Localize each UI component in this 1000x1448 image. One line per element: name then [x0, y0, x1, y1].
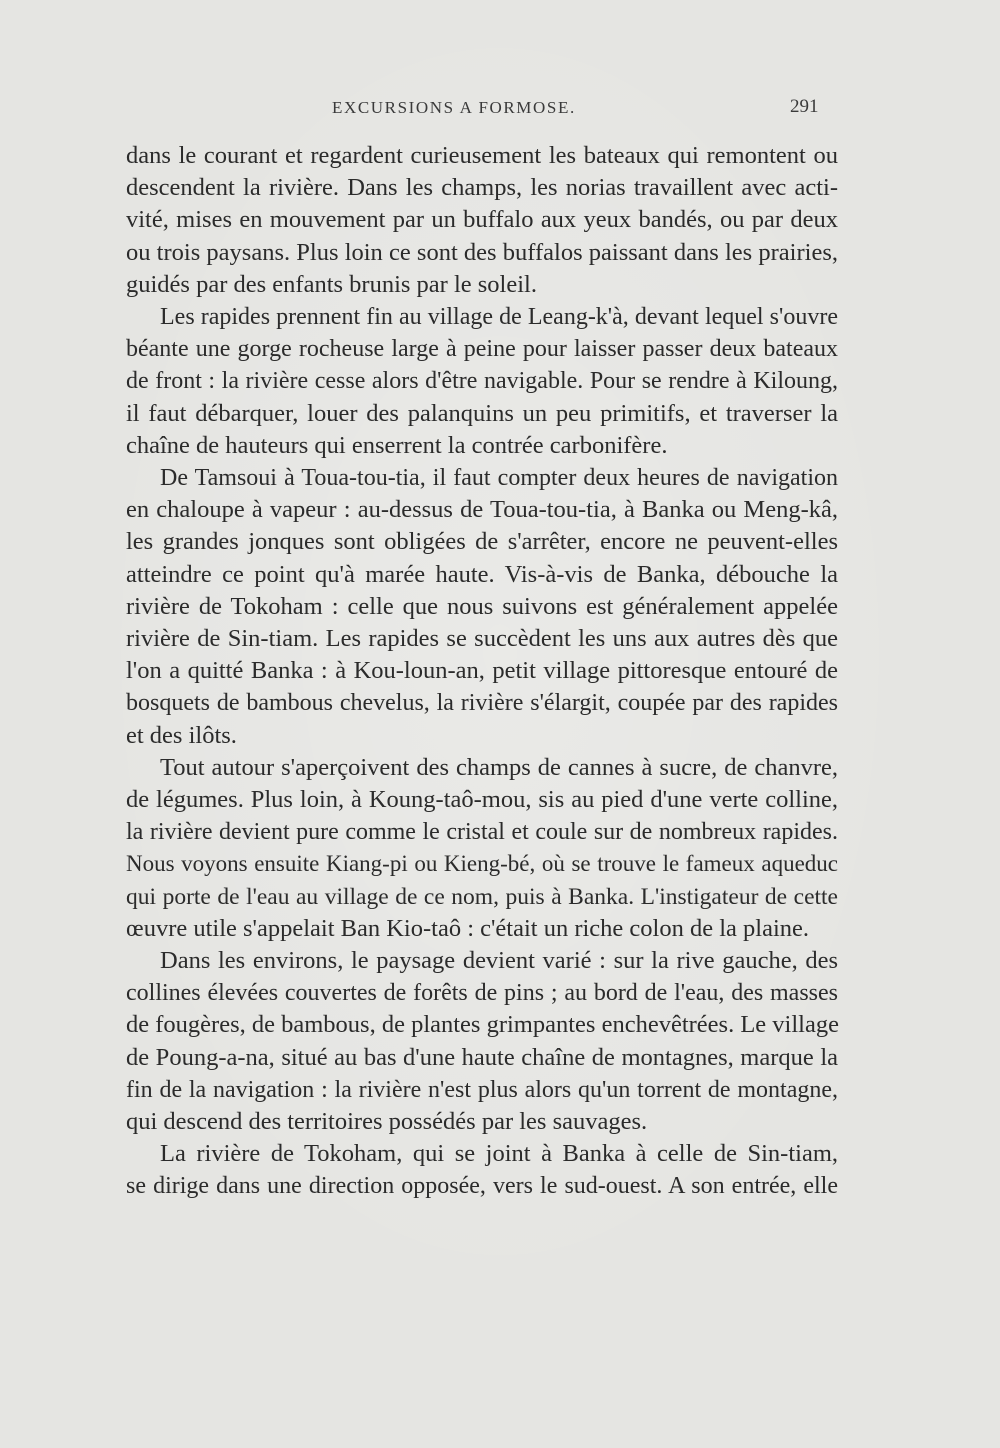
text-line: de légumes. Plus loin, à Koung-taô-mou, sis au pied d'une verte colline,	[126, 786, 838, 813]
text-line: se dirige dans une direction opposée, vers le sud-ouest. A son entrée, elle	[126, 1173, 838, 1200]
text-line: béante une gorge rocheuse large à peine pour laisser passer deux bateaux	[126, 336, 838, 363]
text-line: Tout autour s'aperçoivent des champs de cannes à sucre, de chanvre,	[160, 753, 838, 781]
text-line: Dans les environs, le paysage devient varié : sur la rive gauche, des	[160, 947, 838, 974]
text-line: La rivière de Tokoham, qui se joint à Banka à celle de Sin-tiam,	[160, 1140, 838, 1168]
text-line: l'on a quitté Banka : à Kou-loun-an, petit village pittoresque entouré de	[126, 657, 838, 685]
text-line: de front : la rivière cesse alors d'être navigable. Pour se rendre à Kiloung,	[126, 368, 838, 395]
text-line: Nous voyons ensuite Kiang-pi ou Kieng-bé, où se trouve le fameux aqueduc	[126, 851, 838, 877]
text-line: qui porte de l'eau au village de ce nom, puis à Banka. L'instigateur de cette	[126, 883, 838, 910]
text-line: et des ilôts.	[126, 721, 237, 749]
text-line: ou trois paysans. Plus loin ce sont des buffalos paissant dans les prairies,	[126, 238, 838, 266]
text-line: il faut débarquer, louer des palanquins un peu primitifs, et traverser la	[126, 399, 838, 427]
text-line: descendent la rivière. Dans les champs, les norias travaillent avec acti-	[126, 174, 838, 202]
text-line: collines élevées couvertes de forêts de pins ; au bord de l'eau, des masses	[126, 980, 838, 1007]
text-line: de fougères, de bambous, de plantes grimpantes enchevêtrées. Le village	[126, 1011, 839, 1039]
running-title: EXCURSIONS A FORMOSE.	[332, 98, 576, 117]
text-line: rivière de Sin-tiam. Les rapides se succèdent les uns aux autres dès que	[126, 625, 838, 652]
text-line: en chaloupe à vapeur : au-dessus de Toua-tou-tia, à Banka ou Meng-kâ,	[126, 496, 838, 524]
text-line: atteindre ce point qu'à marée haute. Vis-à-vis de Banka, débouche la	[126, 560, 838, 588]
text-line: guidés par des enfants brunis par le soleil.	[126, 270, 537, 298]
text-line: œuvre utile s'appelait Ban Kio-taô : c'était un riche colon de la plaine.	[126, 914, 810, 942]
text-line: rivière de Tokoham : celle que nous suivons est généralement appelée	[126, 592, 838, 620]
text-line: De Tamsoui à Toua-tou-tia, il faut compter deux heures de navigation	[160, 465, 838, 491]
text-line: chaîne de hauteurs qui enserrent la contrée carbonifère.	[126, 431, 668, 459]
text-line: vité, mises en mouvement par un buffalo aux yeux bandés, ou par deux	[126, 206, 838, 234]
text-line: les grandes jonques sont obligées de s'arrêter, encore ne peuvent-elles	[126, 528, 838, 556]
page-number: 291	[790, 96, 819, 117]
text-line: fin de la navigation : la rivière n'est plus alors qu'un torrent de montagne,	[126, 1076, 838, 1103]
text-line: de Poung-a-na, situé au bas d'une haute chaîne de montagnes, marque la	[126, 1043, 838, 1071]
text-line: bosquets de bambous chevelus, la rivière s'élargit, coupée par des rapides	[126, 690, 838, 717]
text-line: la rivière devient pure comme le cristal et coule sur de nombreux rapides.	[126, 819, 838, 846]
text-line: qui descend des territoires possédés par les sauvages.	[126, 1108, 648, 1135]
text-line: dans le courant et regardent curieusement les bateaux qui remontent ou	[126, 142, 838, 169]
text-line: Les rapides prennent fin au village de Leang-k'à, devant lequel s'ouvre	[160, 304, 838, 330]
